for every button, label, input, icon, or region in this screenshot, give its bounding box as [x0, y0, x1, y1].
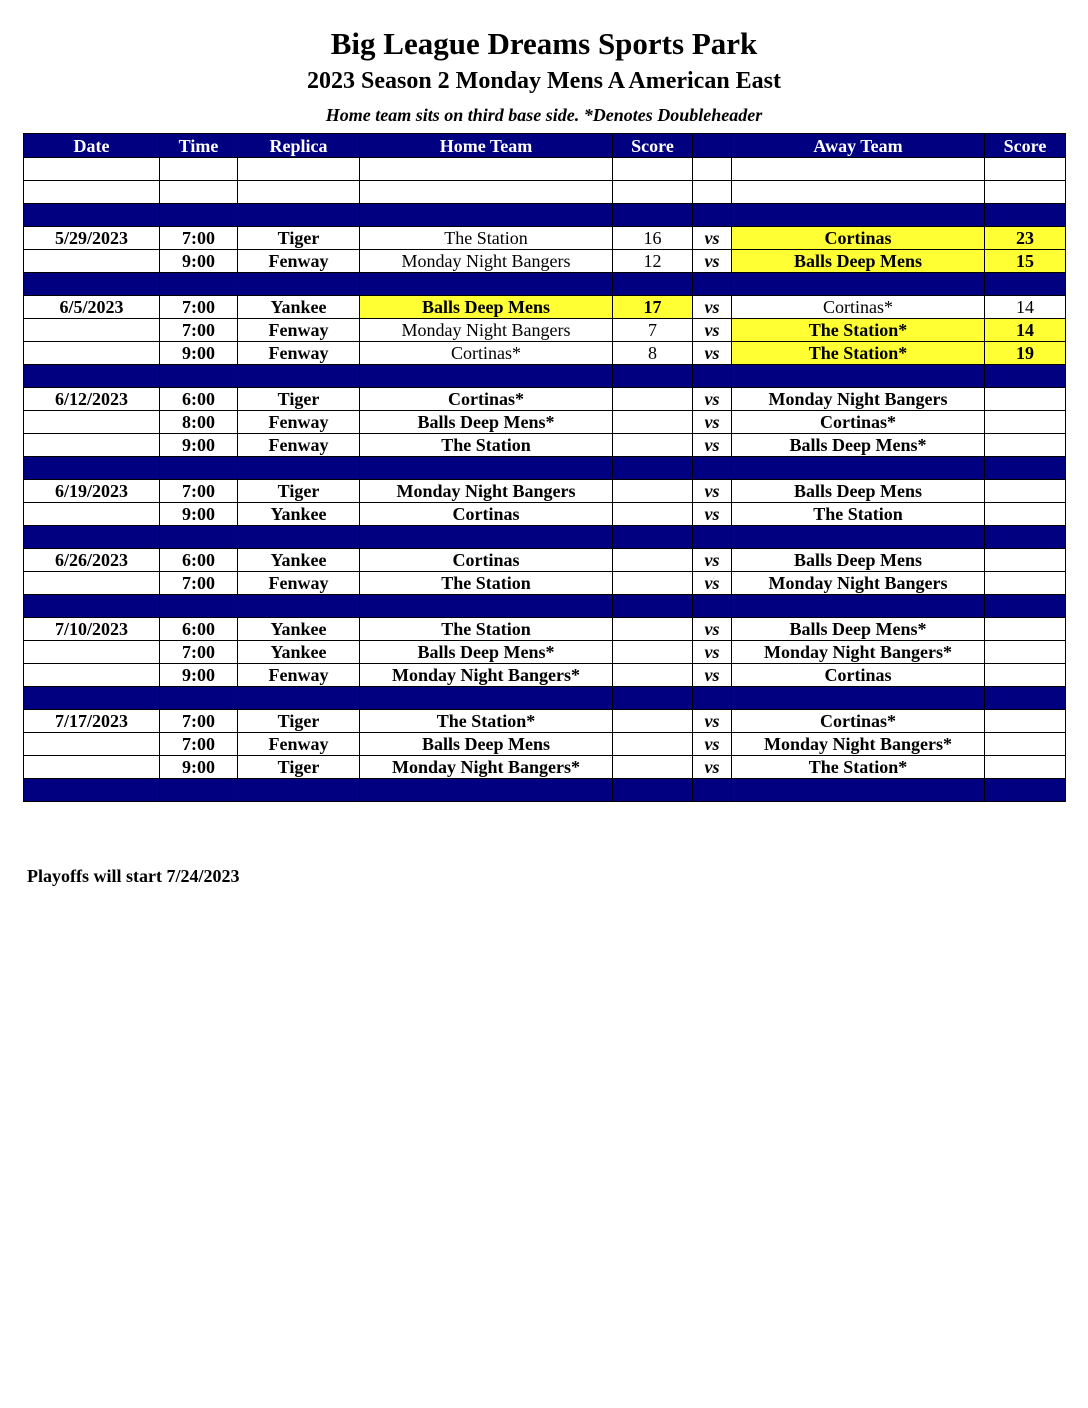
home-score-cell: 12: [613, 250, 693, 273]
page-title: Big League Dreams Sports Park: [330, 26, 758, 61]
empty-cell: [693, 158, 732, 181]
away-score-cell: 14: [985, 319, 1066, 342]
replica-cell: Fenway: [238, 664, 360, 687]
away-score-cell: [985, 480, 1066, 503]
column-header-away-score: Score: [985, 134, 1066, 158]
vs-cell: vs: [693, 411, 732, 434]
replica-cell: Fenway: [238, 411, 360, 434]
away-score-cell: [985, 641, 1066, 664]
empty-cell: [238, 204, 360, 227]
away-score-cell: [985, 388, 1066, 411]
replica-cell: Fenway: [238, 342, 360, 365]
empty-cell: [985, 273, 1066, 296]
empty-cell: [160, 158, 238, 181]
time-cell: 7:00: [160, 572, 238, 595]
empty-cell: [732, 365, 985, 388]
schedule-body: [24, 158, 1066, 802]
replica-cell: Yankee: [238, 618, 360, 641]
home-team-cell: Cortinas*: [360, 342, 613, 365]
table-row: [24, 434, 1066, 457]
date-cell: [24, 733, 160, 756]
away-team-cell: Balls Deep Mens*: [732, 618, 985, 641]
empty-cell: [24, 181, 160, 204]
empty-cell: [238, 158, 360, 181]
empty-cell: [985, 181, 1066, 204]
empty-cell: [613, 273, 693, 296]
column-header-date: Date: [24, 134, 160, 158]
vs-cell: vs: [693, 664, 732, 687]
empty-cell: [693, 457, 732, 480]
date-cell: 7/10/2023: [24, 618, 160, 641]
vs-cell: vs: [693, 319, 732, 342]
home-score-cell: 7: [613, 319, 693, 342]
away-team-cell: The Station: [732, 503, 985, 526]
empty-cell: [985, 595, 1066, 618]
empty-cell: [693, 687, 732, 710]
home-score-cell: [613, 733, 693, 756]
separator-row: [24, 457, 1066, 480]
home-score-cell: [613, 434, 693, 457]
replica-cell: Fenway: [238, 250, 360, 273]
home-score-cell: [613, 572, 693, 595]
away-score-cell: 19: [985, 342, 1066, 365]
vs-cell: vs: [693, 618, 732, 641]
empty-cell: [693, 595, 732, 618]
home-team-cell: Monday Night Bangers: [360, 250, 613, 273]
empty-cell: [360, 365, 613, 388]
vs-cell: vs: [693, 733, 732, 756]
empty-cell: [24, 779, 160, 802]
date-cell: [24, 319, 160, 342]
away-score-cell: 23: [985, 227, 1066, 250]
table-row: [24, 641, 1066, 664]
table-header-row: [24, 134, 1066, 158]
empty-cell: [24, 687, 160, 710]
empty-cell: [693, 181, 732, 204]
empty-cell: [360, 526, 613, 549]
empty-cell: [985, 526, 1066, 549]
empty-cell: [160, 779, 238, 802]
home-team-cell: The Station: [360, 434, 613, 457]
vs-cell: vs: [693, 641, 732, 664]
time-cell: 9:00: [160, 503, 238, 526]
home-score-cell: [613, 664, 693, 687]
empty-cell: [360, 158, 613, 181]
replica-cell: Fenway: [238, 319, 360, 342]
empty-cell: [24, 204, 160, 227]
table-row: [24, 572, 1066, 595]
away-score-cell: [985, 733, 1066, 756]
vs-cell: vs: [693, 710, 732, 733]
home-team-cell: Monday Night Bangers*: [360, 756, 613, 779]
date-cell: [24, 664, 160, 687]
home-score-cell: [613, 480, 693, 503]
time-cell: 6:00: [160, 618, 238, 641]
date-cell: 6/19/2023: [24, 480, 160, 503]
empty-cell: [693, 273, 732, 296]
empty-cell: [360, 181, 613, 204]
away-score-cell: [985, 503, 1066, 526]
home-score-cell: [613, 641, 693, 664]
blank-row: [24, 158, 1066, 181]
home-score-cell: [613, 756, 693, 779]
away-team-cell: Balls Deep Mens: [732, 549, 985, 572]
home-team-cell: Balls Deep Mens*: [360, 411, 613, 434]
home-team-cell: Balls Deep Mens*: [360, 641, 613, 664]
away-score-cell: [985, 618, 1066, 641]
replica-cell: Tiger: [238, 710, 360, 733]
empty-cell: [732, 158, 985, 181]
empty-cell: [732, 273, 985, 296]
page-subtitle: 2023 Season 2 Monday Mens A American East: [306, 68, 782, 94]
empty-cell: [238, 457, 360, 480]
away-team-cell: The Station*: [732, 319, 985, 342]
away-team-cell: Cortinas: [732, 227, 985, 250]
empty-cell: [985, 204, 1066, 227]
empty-cell: [985, 687, 1066, 710]
table-row: [24, 388, 1066, 411]
time-cell: 9:00: [160, 342, 238, 365]
empty-cell: [360, 204, 613, 227]
replica-cell: Fenway: [238, 572, 360, 595]
empty-cell: [732, 181, 985, 204]
date-cell: [24, 250, 160, 273]
empty-cell: [360, 457, 613, 480]
date-cell: [24, 342, 160, 365]
empty-cell: [360, 779, 613, 802]
empty-cell: [24, 365, 160, 388]
time-cell: 9:00: [160, 434, 238, 457]
empty-cell: [160, 204, 238, 227]
replica-cell: Yankee: [238, 641, 360, 664]
column-header-time: Time: [160, 134, 238, 158]
empty-cell: [732, 526, 985, 549]
time-cell: 7:00: [160, 319, 238, 342]
table-row: [24, 710, 1066, 733]
table-row: [24, 342, 1066, 365]
home-team-cell: The Station: [360, 572, 613, 595]
away-team-cell: Balls Deep Mens*: [732, 434, 985, 457]
home-score-cell: [613, 618, 693, 641]
date-cell: [24, 572, 160, 595]
empty-cell: [693, 526, 732, 549]
empty-cell: [732, 687, 985, 710]
away-score-cell: 15: [985, 250, 1066, 273]
away-score-cell: [985, 710, 1066, 733]
table-row: [24, 756, 1066, 779]
home-team-cell: Cortinas: [360, 549, 613, 572]
vs-cell: vs: [693, 342, 732, 365]
away-team-cell: The Station*: [732, 342, 985, 365]
away-team-cell: Cortinas*: [732, 710, 985, 733]
replica-cell: Yankee: [238, 296, 360, 319]
away-team-cell: Monday Night Bangers: [732, 388, 985, 411]
home-team-cell: Balls Deep Mens: [360, 733, 613, 756]
home-team-cell: Cortinas*: [360, 388, 613, 411]
away-team-cell: Balls Deep Mens: [732, 480, 985, 503]
empty-cell: [613, 457, 693, 480]
replica-cell: Tiger: [238, 756, 360, 779]
table-row: [24, 733, 1066, 756]
home-team-cell: Monday Night Bangers: [360, 319, 613, 342]
replica-cell: Yankee: [238, 549, 360, 572]
empty-cell: [160, 595, 238, 618]
separator-row: [24, 204, 1066, 227]
time-cell: 6:00: [160, 388, 238, 411]
empty-cell: [985, 779, 1066, 802]
empty-cell: [613, 526, 693, 549]
column-header-away-team: Away Team: [732, 134, 985, 158]
home-team-cell: Monday Night Bangers*: [360, 664, 613, 687]
home-score-cell: [613, 549, 693, 572]
home-score-cell: [613, 503, 693, 526]
replica-cell: Fenway: [238, 434, 360, 457]
vs-cell: vs: [693, 756, 732, 779]
away-team-cell: Monday Night Bangers*: [732, 733, 985, 756]
empty-cell: [24, 595, 160, 618]
table-row: [24, 480, 1066, 503]
vs-cell: vs: [693, 388, 732, 411]
date-cell: 6/26/2023: [24, 549, 160, 572]
time-cell: 9:00: [160, 664, 238, 687]
empty-cell: [985, 457, 1066, 480]
home-team-cell: The Station*: [360, 710, 613, 733]
away-team-cell: Cortinas: [732, 664, 985, 687]
away-team-cell: The Station*: [732, 756, 985, 779]
away-score-cell: [985, 756, 1066, 779]
vs-cell: vs: [693, 434, 732, 457]
empty-cell: [613, 779, 693, 802]
table-row: [24, 503, 1066, 526]
empty-cell: [985, 365, 1066, 388]
replica-cell: Tiger: [238, 227, 360, 250]
empty-cell: [613, 204, 693, 227]
vs-cell: vs: [693, 549, 732, 572]
empty-cell: [732, 204, 985, 227]
empty-cell: [732, 457, 985, 480]
separator-row: [24, 595, 1066, 618]
time-cell: 6:00: [160, 549, 238, 572]
schedule-note: Home team sits on third base side. *Denotes Doubleheader: [325, 105, 763, 125]
vs-cell: vs: [693, 572, 732, 595]
separator-row: [24, 779, 1066, 802]
empty-cell: [360, 687, 613, 710]
empty-cell: [613, 365, 693, 388]
away-score-cell: [985, 664, 1066, 687]
vs-cell: vs: [693, 503, 732, 526]
empty-cell: [613, 181, 693, 204]
replica-cell: Tiger: [238, 388, 360, 411]
home-team-cell: Balls Deep Mens: [360, 296, 613, 319]
away-team-cell: Monday Night Bangers*: [732, 641, 985, 664]
empty-cell: [732, 779, 985, 802]
empty-cell: [985, 158, 1066, 181]
date-cell: [24, 503, 160, 526]
separator-row: [24, 365, 1066, 388]
home-team-cell: Monday Night Bangers: [360, 480, 613, 503]
date-cell: 6/5/2023: [24, 296, 160, 319]
time-cell: 7:00: [160, 227, 238, 250]
empty-cell: [24, 158, 160, 181]
away-score-cell: 14: [985, 296, 1066, 319]
time-cell: 9:00: [160, 756, 238, 779]
vs-cell: vs: [693, 480, 732, 503]
table-row: [24, 227, 1066, 250]
column-header-home-team: Home Team: [360, 134, 613, 158]
time-cell: 7:00: [160, 480, 238, 503]
away-team-cell: Cortinas*: [732, 296, 985, 319]
empty-cell: [160, 687, 238, 710]
home-score-cell: 17: [613, 296, 693, 319]
home-score-cell: 8: [613, 342, 693, 365]
date-cell: 7/17/2023: [24, 710, 160, 733]
table-row: [24, 250, 1066, 273]
away-score-cell: [985, 549, 1066, 572]
empty-cell: [238, 181, 360, 204]
column-header-replica: Replica: [238, 134, 360, 158]
date-cell: [24, 434, 160, 457]
empty-cell: [238, 273, 360, 296]
empty-cell: [24, 457, 160, 480]
replica-cell: Yankee: [238, 503, 360, 526]
empty-cell: [238, 779, 360, 802]
empty-cell: [613, 595, 693, 618]
empty-cell: [160, 526, 238, 549]
away-team-cell: Balls Deep Mens: [732, 250, 985, 273]
blank-row: [24, 181, 1066, 204]
empty-cell: [732, 595, 985, 618]
home-score-cell: 16: [613, 227, 693, 250]
date-cell: [24, 756, 160, 779]
playoffs-note: Playoffs will start 7/24/2023: [27, 866, 240, 886]
empty-cell: [160, 273, 238, 296]
replica-cell: Tiger: [238, 480, 360, 503]
time-cell: 7:00: [160, 710, 238, 733]
away-team-cell: Monday Night Bangers: [732, 572, 985, 595]
time-cell: 8:00: [160, 411, 238, 434]
column-header-vs: [693, 134, 732, 158]
empty-cell: [613, 687, 693, 710]
empty-cell: [360, 595, 613, 618]
empty-cell: [24, 526, 160, 549]
schedule-table: [23, 133, 1066, 802]
home-score-cell: [613, 411, 693, 434]
time-cell: 7:00: [160, 641, 238, 664]
home-score-cell: [613, 710, 693, 733]
empty-cell: [160, 457, 238, 480]
empty-cell: [360, 273, 613, 296]
separator-row: [24, 687, 1066, 710]
separator-row: [24, 273, 1066, 296]
empty-cell: [160, 365, 238, 388]
home-team-cell: The Station: [360, 227, 613, 250]
empty-cell: [613, 158, 693, 181]
replica-cell: Fenway: [238, 733, 360, 756]
home-team-cell: Cortinas: [360, 503, 613, 526]
empty-cell: [693, 779, 732, 802]
table-row: [24, 296, 1066, 319]
table-row: [24, 319, 1066, 342]
table-row: [24, 411, 1066, 434]
vs-cell: vs: [693, 296, 732, 319]
date-cell: 5/29/2023: [24, 227, 160, 250]
date-cell: [24, 641, 160, 664]
table-row: [24, 664, 1066, 687]
table-row: [24, 618, 1066, 641]
time-cell: 7:00: [160, 296, 238, 319]
away-score-cell: [985, 434, 1066, 457]
time-cell: 7:00: [160, 733, 238, 756]
empty-cell: [24, 273, 160, 296]
table-row: [24, 549, 1066, 572]
vs-cell: vs: [693, 227, 732, 250]
home-team-cell: The Station: [360, 618, 613, 641]
empty-cell: [238, 526, 360, 549]
empty-cell: [238, 595, 360, 618]
home-score-cell: [613, 388, 693, 411]
empty-cell: [238, 687, 360, 710]
date-cell: 6/12/2023: [24, 388, 160, 411]
date-cell: [24, 411, 160, 434]
empty-cell: [693, 204, 732, 227]
away-score-cell: [985, 411, 1066, 434]
column-header-home-score: Score: [613, 134, 693, 158]
time-cell: 9:00: [160, 250, 238, 273]
empty-cell: [693, 365, 732, 388]
empty-cell: [238, 365, 360, 388]
away-score-cell: [985, 572, 1066, 595]
vs-cell: vs: [693, 250, 732, 273]
separator-row: [24, 526, 1066, 549]
empty-cell: [160, 181, 238, 204]
away-team-cell: Cortinas*: [732, 411, 985, 434]
